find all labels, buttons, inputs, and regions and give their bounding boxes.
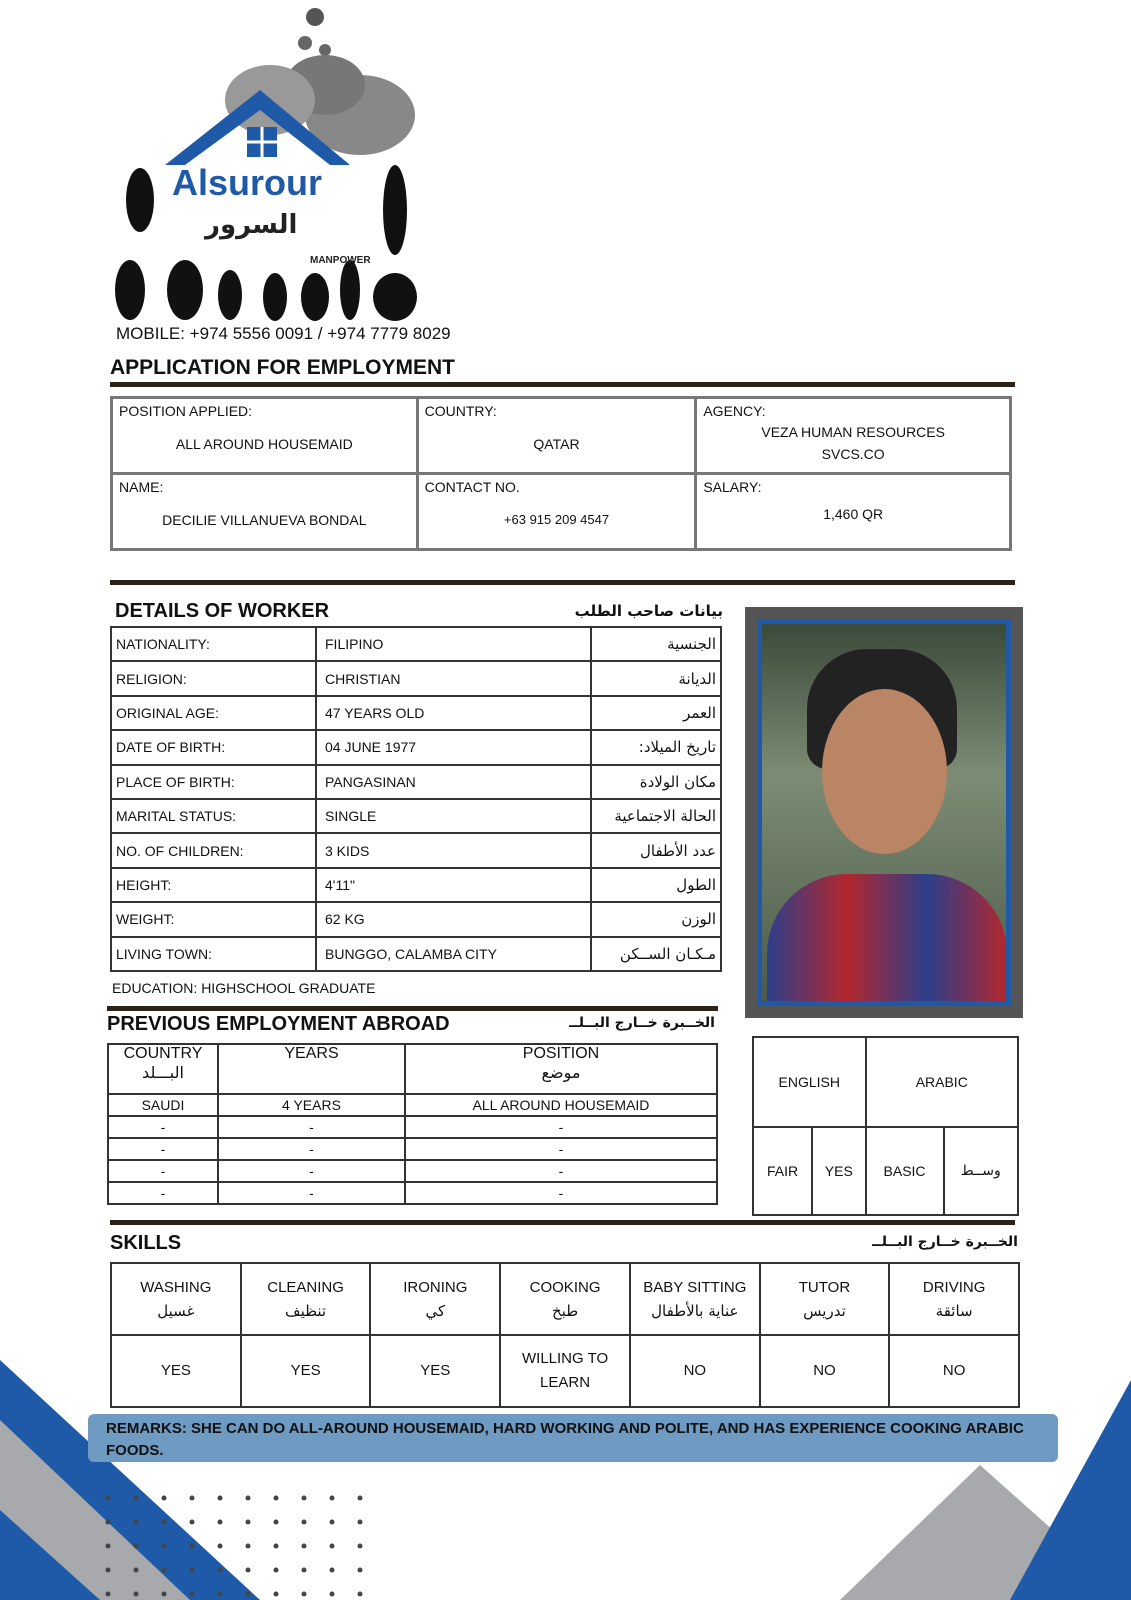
contact-label: CONTACT NO. <box>424 479 520 495</box>
table-cell: - <box>108 1182 218 1204</box>
english-header: ENGLISH <box>753 1037 866 1127</box>
detail-row <box>111 730 721 764</box>
table-cell: - <box>405 1116 717 1138</box>
arabic-header: ARABIC <box>866 1037 1018 1127</box>
detail-row <box>111 868 721 902</box>
detail-label: PLACE OF BIRTH: <box>111 765 316 799</box>
worker-details-table <box>110 626 722 972</box>
skill-value: NO <box>760 1335 890 1407</box>
dot <box>190 1592 195 1597</box>
table-row <box>108 1160 717 1182</box>
agency-label: AGENCY: <box>703 403 766 419</box>
dot <box>358 1544 363 1549</box>
detail-label-arabic: العمر <box>591 696 721 730</box>
table-cell: - <box>405 1160 717 1182</box>
table-cell: - <box>218 1116 405 1138</box>
header-ar: موضع <box>541 1063 581 1082</box>
skill-header <box>889 1263 1019 1335</box>
column-header <box>108 1044 218 1094</box>
dot <box>106 1520 111 1525</box>
divider <box>110 382 1015 387</box>
detail-value: 4'11" <box>316 868 591 902</box>
detail-value: 04 JUNE 1977 <box>316 730 591 764</box>
skill-name: IRONING <box>403 1278 468 1296</box>
skill-value: NO <box>630 1335 760 1407</box>
previous-employment-table <box>107 1043 718 1205</box>
application-summary-table <box>110 396 1012 551</box>
detail-row <box>111 627 721 661</box>
detail-value: CHRISTIAN <box>316 661 591 695</box>
table-cell: - <box>108 1138 218 1160</box>
dot <box>246 1592 251 1597</box>
remarks-text: REMARKS: SHE CAN DO ALL-AROUND HOUSEMAID, HARD WORKING AND POLITE, AND HAS EXPERIENCE COOKING ARABIC FOODS. <box>106 1420 1024 1459</box>
detail-label-arabic: تاريخ الميلاد: <box>591 730 721 764</box>
arabic-value: وســط <box>944 1127 1018 1215</box>
detail-row <box>111 833 721 867</box>
skill-header <box>111 1263 241 1335</box>
dot <box>330 1520 335 1525</box>
dot <box>274 1496 279 1501</box>
skill-name: BABY SITTING <box>643 1278 747 1296</box>
dot <box>134 1568 139 1573</box>
skill-header <box>500 1263 630 1335</box>
dot <box>162 1544 167 1549</box>
contact-value: +63 915 209 4547 <box>503 512 610 527</box>
skill-name-arabic: عناية بالأطفال <box>651 1301 739 1320</box>
table-cell: - <box>405 1138 717 1160</box>
country-value: QATAR <box>533 436 580 452</box>
detail-value: 3 KIDS <box>316 833 591 867</box>
previous-employment-title: PREVIOUS EMPLOYMENT ABROAD <box>107 1013 450 1035</box>
detail-value: PANGASINAN <box>316 765 591 799</box>
dot <box>106 1544 111 1549</box>
dot <box>190 1568 195 1573</box>
table-cell: - <box>218 1160 405 1182</box>
skill-value: NO <box>889 1335 1019 1407</box>
skill-header <box>760 1263 890 1335</box>
logo-brand-ar: السرور <box>205 210 298 240</box>
language-table <box>752 1036 1019 1216</box>
skill-header <box>630 1263 760 1335</box>
english-value: YES <box>812 1127 865 1215</box>
arabic-level: BASIC <box>866 1127 944 1215</box>
skills-title: SKILLS <box>110 1232 182 1254</box>
table-cell: - <box>108 1160 218 1182</box>
detail-row <box>111 696 721 730</box>
detail-label-arabic: الديانة <box>591 661 721 695</box>
detail-row <box>111 799 721 833</box>
mobile-numbers: MOBILE: +974 5556 0091 / +974 7779 8029 <box>116 324 451 343</box>
logo-sub: MANPOWER <box>310 255 371 266</box>
worker-photo <box>745 607 1023 1018</box>
salary-label: SALARY: <box>703 479 762 495</box>
dot <box>330 1568 335 1573</box>
detail-label-arabic: الجنسية <box>591 627 721 661</box>
detail-label-arabic: الحالة الاجتماعية <box>591 799 721 833</box>
dot <box>106 1568 111 1573</box>
header-en: COUNTRY <box>123 1045 203 1062</box>
details-title: DETAILS OF WORKER <box>115 600 330 622</box>
dot-pattern <box>100 1490 370 1600</box>
table-row <box>108 1138 717 1160</box>
dot <box>274 1568 279 1573</box>
detail-label-arabic: مكان الولادة <box>591 765 721 799</box>
dot <box>190 1520 195 1525</box>
logo-brand-en: Alsurour <box>172 162 323 203</box>
skills-title-arabic: الخــبرة خــارج البــلــ <box>872 1234 1018 1250</box>
skill-name-arabic: غسيل <box>157 1301 195 1320</box>
header-en: YEARS <box>284 1045 339 1062</box>
table-row <box>108 1116 717 1138</box>
detail-value: FILIPINO <box>316 627 591 661</box>
dot <box>218 1568 223 1573</box>
skill-name-arabic: سائقة <box>935 1301 973 1320</box>
dot <box>274 1592 279 1597</box>
salary-value: 1,460 QR <box>823 506 884 522</box>
table-cell: - <box>405 1182 717 1204</box>
position-value: ALL AROUND HOUSEMAID <box>175 436 353 452</box>
education: EDUCATION: HIGHSCHOOL GRADUATE <box>112 980 376 996</box>
skill-value: WILLING TO LEARN <box>500 1335 630 1407</box>
dot <box>218 1520 223 1525</box>
dot <box>330 1592 335 1597</box>
dot <box>106 1592 111 1597</box>
dot <box>302 1568 307 1573</box>
header-en: POSITION <box>522 1045 600 1062</box>
divider <box>110 580 1015 585</box>
skill-header <box>241 1263 371 1335</box>
table-row <box>108 1182 717 1204</box>
name-value: DECILIE VILLANUEVA BONDAL <box>162 512 367 528</box>
divider <box>107 1006 718 1011</box>
skill-value: YES <box>241 1335 371 1407</box>
detail-row <box>111 902 721 936</box>
skill-name: WASHING <box>140 1278 212 1296</box>
table-cell: SAUDI <box>108 1094 218 1116</box>
detail-value: 47 YEARS OLD <box>316 696 591 730</box>
skills-table <box>110 1262 1020 1408</box>
dot <box>106 1496 111 1501</box>
detail-label: NATIONALITY: <box>111 627 316 661</box>
dot <box>134 1592 139 1597</box>
skill-header <box>370 1263 500 1335</box>
dot <box>134 1520 139 1525</box>
column-header <box>405 1044 717 1094</box>
detail-label-arabic: مـكـان الســكن <box>591 937 721 971</box>
skill-value: YES <box>111 1335 241 1407</box>
skill-name-arabic: تنظيف <box>285 1301 327 1320</box>
table-cell: ALL AROUND HOUSEMAID <box>405 1094 717 1116</box>
detail-label-arabic: الوزن <box>591 902 721 936</box>
dot <box>246 1520 251 1525</box>
remarks <box>88 1414 1058 1462</box>
table-cell: - <box>218 1138 405 1160</box>
skill-name-arabic: تدريس <box>803 1301 846 1320</box>
dot <box>302 1544 307 1549</box>
country-label: COUNTRY: <box>424 403 497 419</box>
dot <box>274 1520 279 1525</box>
table-cell: - <box>218 1182 405 1204</box>
dot <box>302 1496 307 1501</box>
dot <box>134 1496 139 1501</box>
dot <box>330 1544 335 1549</box>
previous-employment-title-arabic: الخــبرة خــارج البــلــ <box>569 1015 715 1031</box>
dot <box>162 1592 167 1597</box>
detail-label: NO. OF CHILDREN: <box>111 833 316 867</box>
detail-label-arabic: الطول <box>591 868 721 902</box>
detail-label: WEIGHT: <box>111 902 316 936</box>
agency-value: VEZA HUMAN RESOURCES SVCS.CO <box>761 424 945 462</box>
details-title-arabic: بيانات صاحب الطلب <box>574 602 723 620</box>
dot <box>274 1544 279 1549</box>
skill-name: DRIVING <box>922 1278 986 1296</box>
dot <box>302 1592 307 1597</box>
skill-name-arabic: طبخ <box>551 1301 579 1320</box>
dot <box>218 1592 223 1597</box>
company-logo <box>110 5 440 323</box>
table-row <box>108 1094 717 1116</box>
detail-value: 62 KG <box>316 902 591 936</box>
dot <box>246 1544 251 1549</box>
detail-row <box>111 937 721 971</box>
detail-row <box>111 765 721 799</box>
skill-name: COOKING <box>529 1278 601 1296</box>
detail-label: ORIGINAL AGE: <box>111 696 316 730</box>
detail-value: BUNGGO, CALAMBA CITY <box>316 937 591 971</box>
dot <box>246 1496 251 1501</box>
detail-label: DATE OF BIRTH: <box>111 730 316 764</box>
dot <box>162 1496 167 1501</box>
english-level: FAIR <box>753 1127 812 1215</box>
skill-name-arabic: كي <box>425 1301 446 1320</box>
dot <box>358 1592 363 1597</box>
detail-label-arabic: عدد الأطفال <box>591 833 721 867</box>
divider <box>110 1220 1015 1225</box>
detail-row <box>111 661 721 695</box>
skill-name: CLEANING <box>267 1278 344 1296</box>
detail-label: HEIGHT: <box>111 868 316 902</box>
position-label: POSITION APPLIED: <box>119 403 253 419</box>
detail-label: MARITAL STATUS: <box>111 799 316 833</box>
name-label: NAME: <box>119 479 164 495</box>
dot <box>190 1496 195 1501</box>
detail-value: SINGLE <box>316 799 591 833</box>
dot <box>162 1520 167 1525</box>
dot <box>162 1568 167 1573</box>
table-cell: 4 YEARS <box>218 1094 405 1116</box>
dot <box>218 1496 223 1501</box>
dot <box>358 1568 363 1573</box>
skill-name: TUTOR <box>798 1278 851 1296</box>
header-ar: البـــلد <box>142 1063 184 1082</box>
dot <box>358 1520 363 1525</box>
detail-label: RELIGION: <box>111 661 316 695</box>
table-cell: - <box>108 1116 218 1138</box>
dot <box>302 1520 307 1525</box>
dot <box>358 1496 363 1501</box>
dot <box>190 1544 195 1549</box>
dot <box>134 1544 139 1549</box>
dot <box>218 1544 223 1549</box>
detail-label: LIVING TOWN: <box>111 937 316 971</box>
corner-decoration-right <box>840 1380 1131 1600</box>
dot <box>246 1568 251 1573</box>
dot <box>330 1496 335 1501</box>
column-header <box>218 1044 405 1094</box>
page-title: APPLICATION FOR EMPLOYMENT <box>110 356 455 379</box>
skill-value: YES <box>370 1335 500 1407</box>
